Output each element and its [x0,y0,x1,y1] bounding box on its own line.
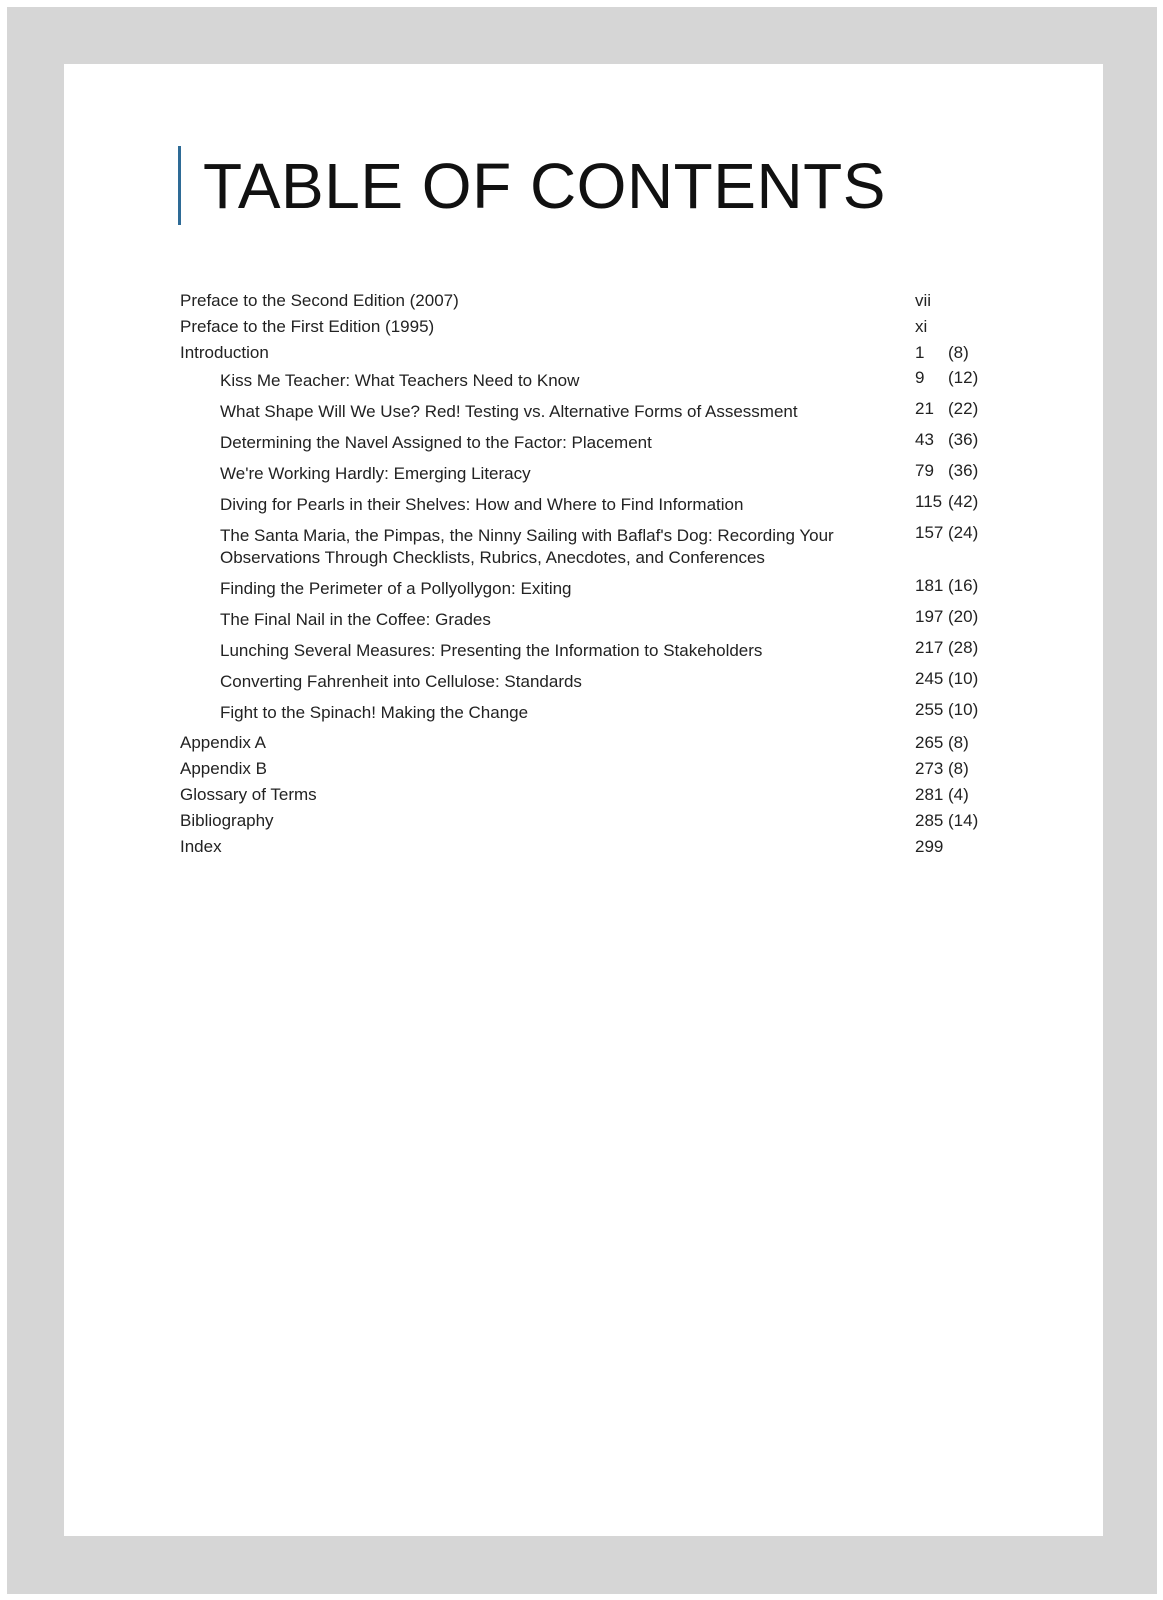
toc-entry-title: Preface to the First Edition (1995) [180,317,435,336]
toc-entry-title: Lunching Several Measures: Presenting the Information to Stakeholders [220,641,763,660]
toc-entry-page-count: (42) [948,492,979,511]
toc-entry-title: The Santa Maria, the Pimpas, the Ninny Sailing with Baflaf's Dog: Recording Your [220,526,834,545]
toc-entry-page-count: (36) [948,430,979,449]
toc-entry-title: Preface to the Second Edition (2007) [180,291,459,310]
toc-entry-title: What Shape Will We Use? Red! Testing vs. Alternative Forms of Assessment [220,402,798,421]
toc-entry-page-count: (8) [948,733,969,752]
toc-entry-page: 217 [915,638,944,657]
toc-entry-title: Finding the Perimeter of a Pollyollygon: Exiting [220,579,572,598]
toc-entry-page-count: (28) [948,638,979,657]
toc-entry-page-count: (8) [948,759,969,778]
toc-entry-page-count: (8) [948,343,969,362]
toc-entry-page: 9 [915,368,925,387]
toc-entry-page-count: (20) [948,607,979,626]
toc-entry-page: 273 [915,759,944,778]
toc-entry-title: Introduction [180,343,269,362]
toc-entry-title: Appendix B [180,759,267,778]
toc-entry-page: 79 [915,461,934,480]
toc-entry-title: Appendix A [180,733,267,752]
toc-entry-page: 181 [915,576,944,595]
toc-entry-title: We're Working Hardly: Emerging Literacy [220,464,531,483]
toc-entry-title: Diving for Pearls in their Shelves: How and Where to Find Information [220,495,744,514]
toc-entry-title: Kiss Me Teacher: What Teachers Need to Know [220,371,580,390]
toc-entry-page: vii [915,291,932,310]
toc-entry-page: 1 [915,343,925,362]
toc-entry-page: 43 [915,430,934,449]
toc-entry-title-continuation: Observations Through Checklists, Rubrics, Anecdotes, and Conferences [220,548,765,567]
toc-entry-page-count: (14) [948,811,979,830]
toc-entry-page-count: (36) [948,461,979,480]
toc-entry-page-count: (22) [948,399,979,418]
toc-entry-page: 285 [915,811,944,830]
toc-entry-page: 157 [915,523,944,542]
toc-entry-title: The Final Nail in the Coffee: Grades [220,610,491,629]
toc-entry-title: Bibliography [180,811,274,830]
toc-entry-title: Fight to the Spinach! Making the Change [220,703,529,722]
toc-entry-page-count: (10) [948,669,979,688]
toc-entry-page: 21 [915,399,934,418]
toc-entry-page: 115 [915,492,943,511]
toc-entry-page: 265 [915,733,944,752]
toc-entry-page: 255 [915,700,944,719]
toc-entry-title: Glossary of Terms [180,785,317,804]
title-accent-bar [178,146,181,225]
toc-entry-page-count: (12) [948,368,979,387]
toc-entry-page-count: (24) [948,523,979,542]
toc-entry-page-count: (16) [948,576,979,595]
toc-entry-title: Index [180,837,222,856]
toc-entry-page: 197 [915,607,944,626]
toc-entry-page-count: (4) [948,785,969,804]
toc-entry-page: 245 [915,669,944,688]
toc-entry-page: xi [915,317,928,336]
toc-entry-title: Determining the Navel Assigned to the Factor: Placement [220,433,652,452]
toc-entry-title: Converting Fahrenheit into Cellulose: Standards [220,672,582,691]
toc-entry-page: 299 [915,837,944,856]
toc-entry-page-count: (10) [948,700,979,719]
toc-entry-page: 281 [915,785,944,804]
document-title: TABLE OF CONTENTS [203,150,886,222]
